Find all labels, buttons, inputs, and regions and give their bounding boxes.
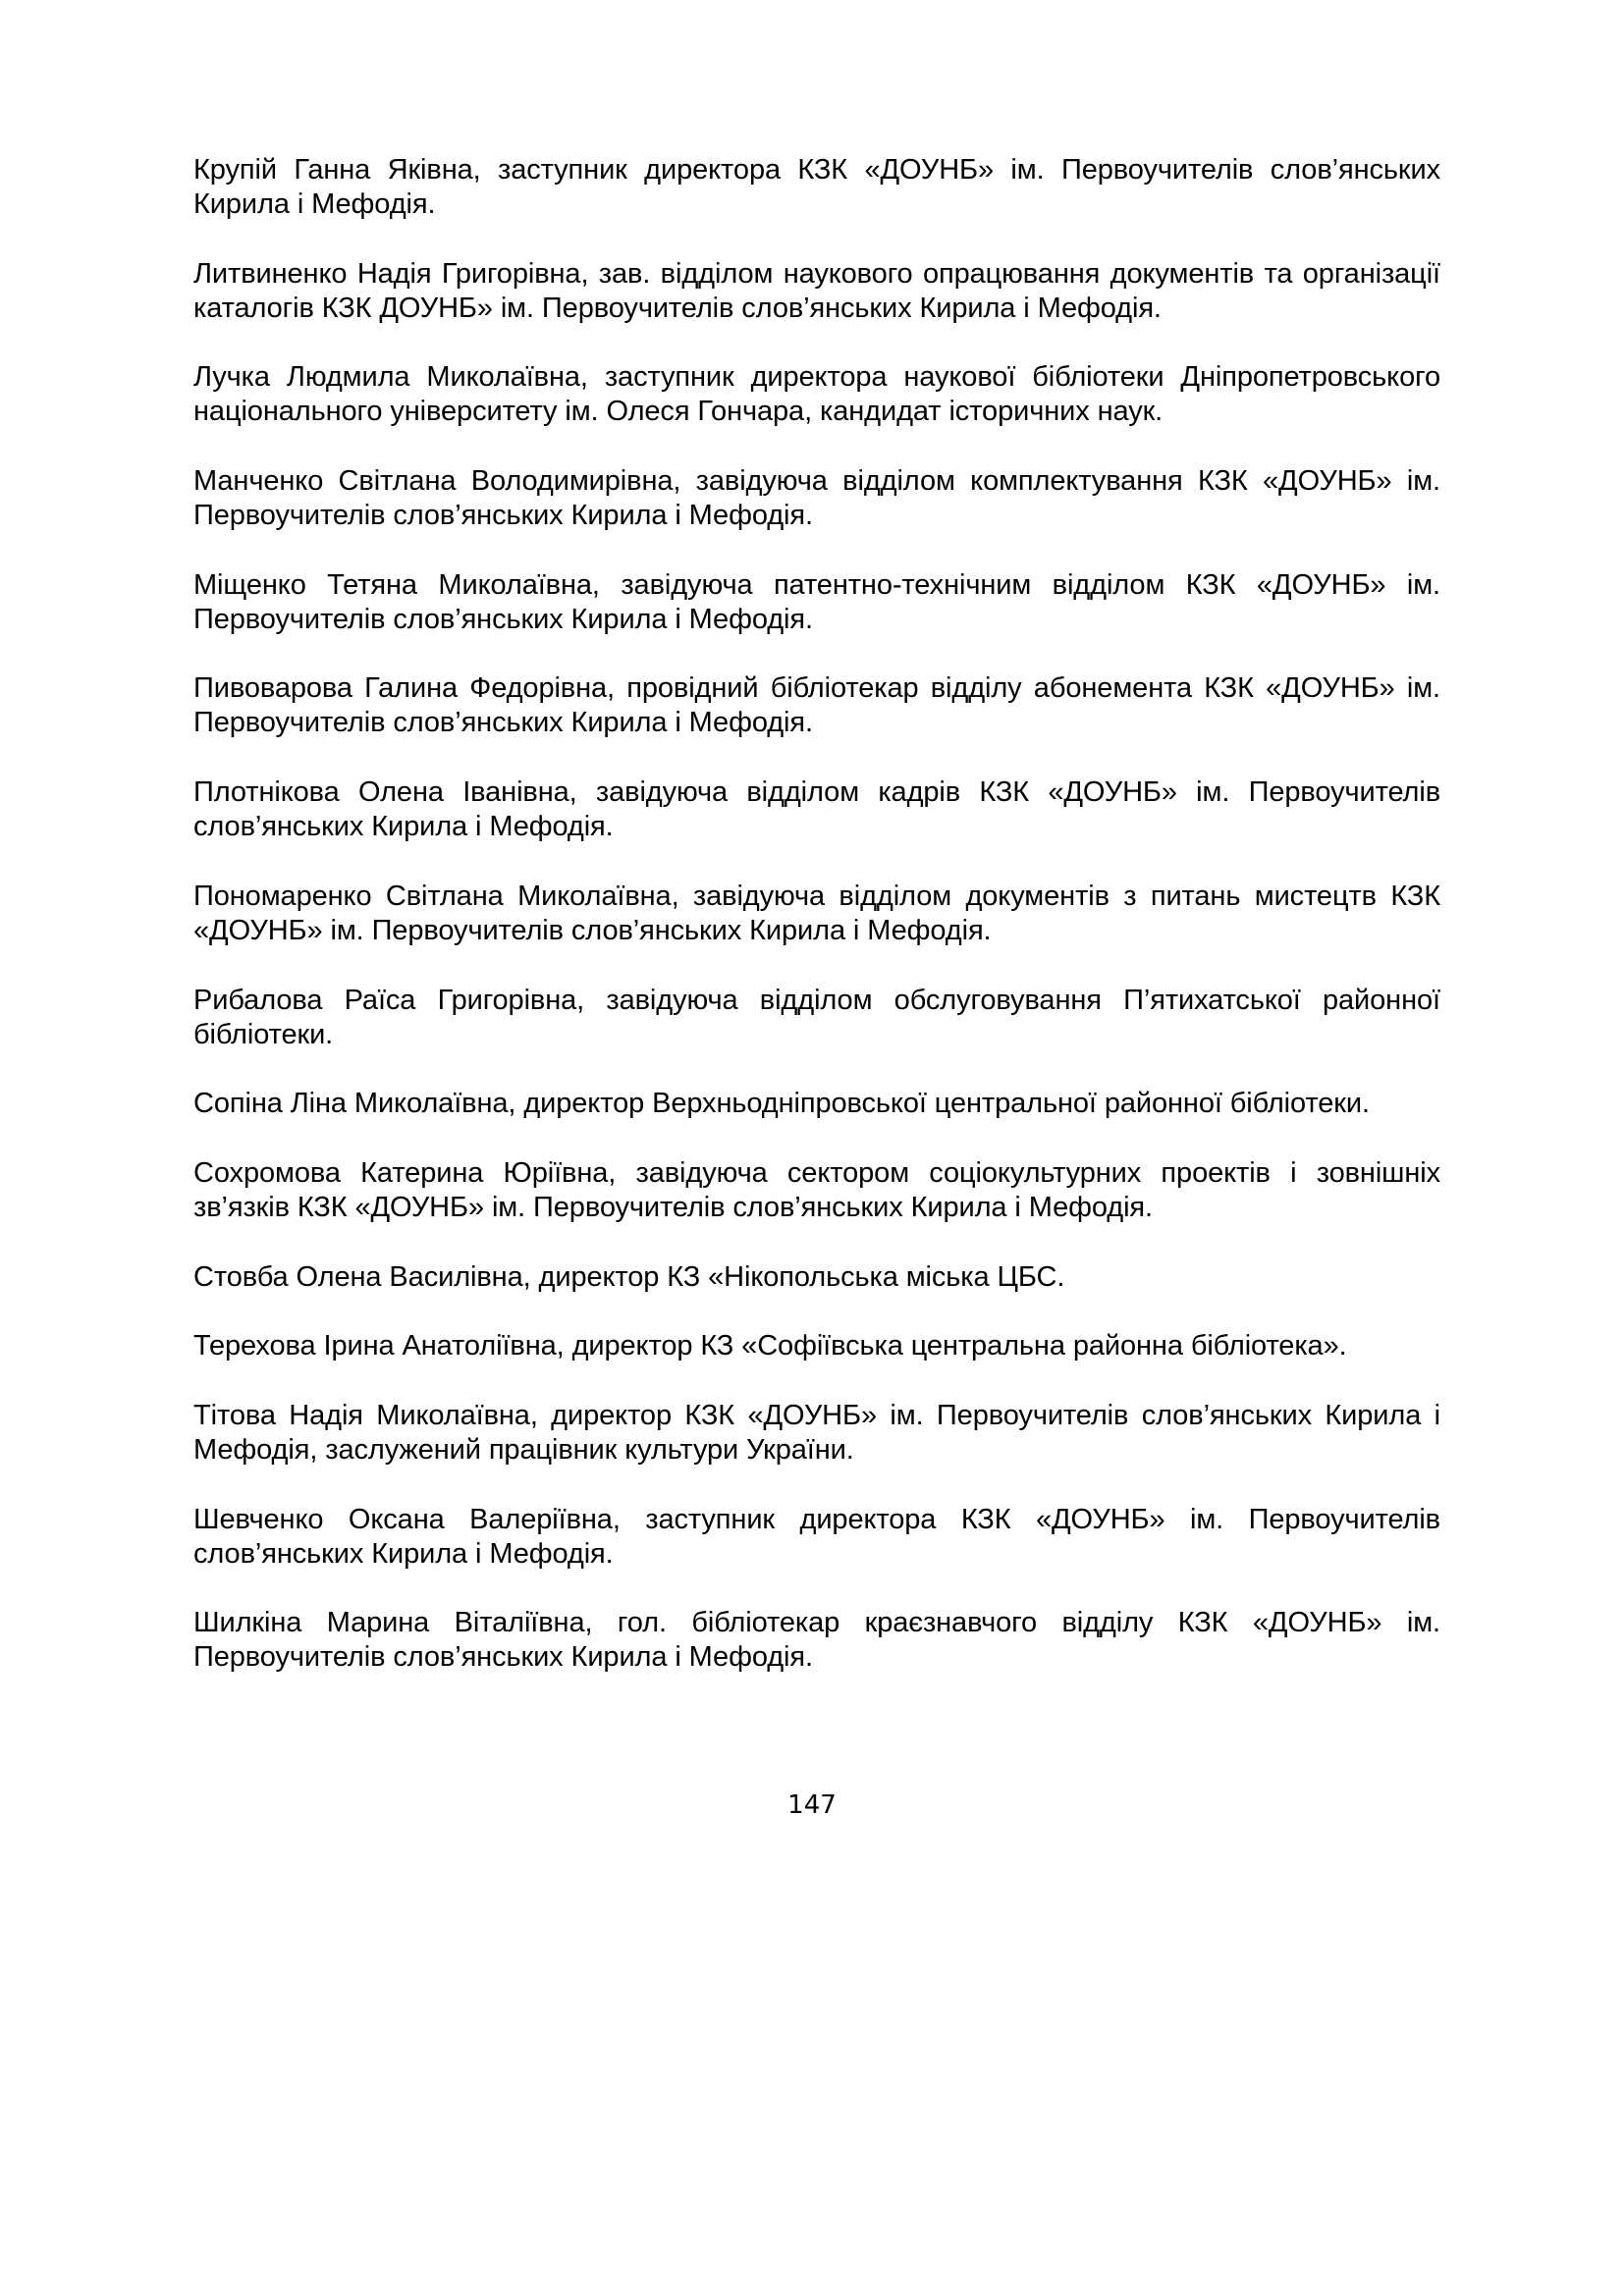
contributor-entry: Литвиненко Надія Григорівна, зав. відділом наукового опрацювання документів та організації каталогів КЗК ДОУНБ» ім. Первоучителів слов’янських Кирила і Мефодія. bbox=[193, 257, 1440, 324]
contributor-entry: Крупій Ганна Яківна, заступник директора КЗК «ДОУНБ» ім. Первоучителів слов’янських Кирила і Мефодія. bbox=[193, 154, 1440, 220]
contributor-entry: Стовба Олена Василівна, директор КЗ «Нікопольська міська ЦБС. bbox=[193, 1260, 1065, 1293]
contributor-entry: Рибалова Раїса Григорівна, завідуюча відділом обслуговування П’ятихатської районної бібліотеки. bbox=[193, 984, 1440, 1050]
contributor-entry: Шилкіна Марина Віталіївна, гол. бібліотекар краєзнавчого відділу КЗК «ДОУНБ» ім. Первоучителів слов’янських Кирила і Мефодія. bbox=[193, 1607, 1440, 1674]
contributor-entry: Сопіна Ліна Миколаївна, директор Верхньодніпровської центральної районної бібліотеки. bbox=[193, 1088, 1370, 1120]
contributor-entry: Манченко Світлана Володимирівна, завідуюча відділом комплектування КЗК «ДОУНБ» ім. Первоучителів слов’янських Кирила і Мефодія. bbox=[193, 465, 1440, 532]
contributor-entry: Міщенко Тетяна Миколаївна, завідуюча патентно-технічним відділом КЗК «ДОУНБ» ім. Первоучителів слов’янських Кирила і Мефодія. bbox=[193, 568, 1440, 635]
contributor-entry: Пивоварова Галина Федорівна, провідний бібліотекар відділу абонемента КЗК «ДОУНБ» ім. Первоучителів слов’янських Кирила і Мефодія. bbox=[193, 672, 1440, 739]
contributor-entry: Пономаренко Світлана Миколаївна, завідуюча відділом документів з питань мистецтв КЗК «ДОУНБ» ім. Первоучителів слов’янських Кирила і Мефодія. bbox=[193, 880, 1440, 946]
contributor-entry: Шевченко Оксана Валеріївна, заступник директора КЗК «ДОУНБ» ім. Первоучителів слов’янських Кирила і Мефодія. bbox=[193, 1503, 1440, 1570]
contributor-entry: Плотнікова Олена Іванівна, завідуюча відділом кадрів КЗК «ДОУНБ» ім. Первоучителів слов’янських Кирила і Мефодія. bbox=[193, 776, 1440, 843]
contributor-entry: Тітова Надія Миколаївна, директор КЗК «ДОУНБ» ім. Первоучителів слов’янських Кирила і Мефодія, заслужений працівник культури України. bbox=[193, 1399, 1440, 1466]
page-number: 147 bbox=[787, 1790, 837, 1820]
contributor-list bbox=[193, 153, 1440, 1710]
contributor-entry: Сохромова Катерина Юріївна, завідуюча сектором соціокультурних проектів і зовнішніх зв’язків КЗК «ДОУНБ» ім. Первоучителів слов’янських Кирила і Мефодія. bbox=[193, 1156, 1440, 1223]
contributor-entry: Лучка Людмила Миколаївна, заступник директора наукової бібліотеки Дніпропетровського національного університету ім. Олеся Гончара, кандидат історичних наук. bbox=[193, 361, 1440, 428]
contributor-entry: Терехова Ірина Анатоліївна, директор КЗ «Софіївська центральна районна бібліотека». bbox=[193, 1330, 1347, 1362]
